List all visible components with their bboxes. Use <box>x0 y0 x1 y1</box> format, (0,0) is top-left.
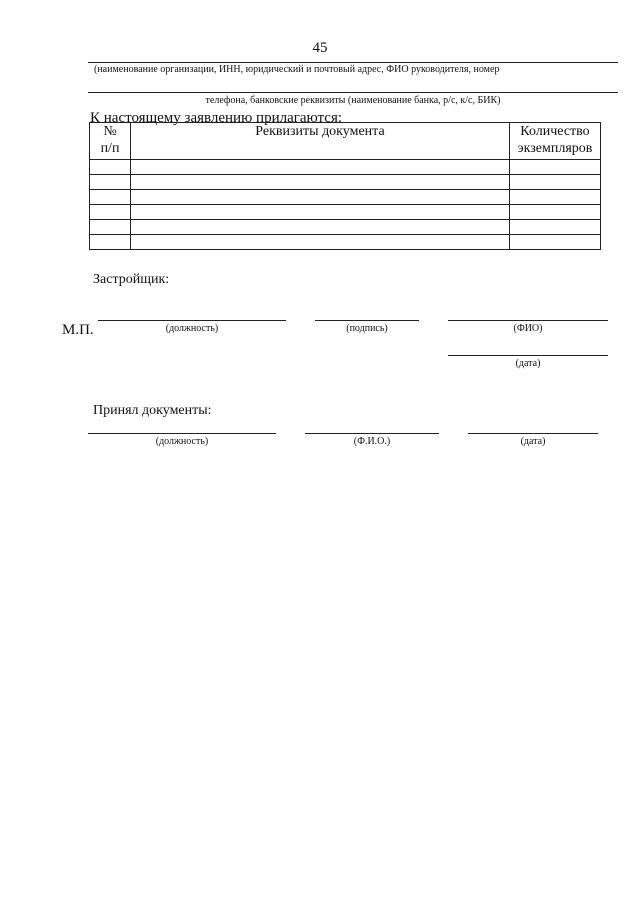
cell-number[interactable] <box>90 220 131 235</box>
page-number: 45 <box>312 40 328 56</box>
column-details <box>131 123 510 160</box>
receiver-date-line <box>468 433 598 434</box>
column-number-line1: № <box>103 124 117 139</box>
cell-number[interactable] <box>90 175 131 190</box>
cell-quantity[interactable] <box>510 160 601 175</box>
cell-details[interactable] <box>131 160 510 175</box>
cell-quantity[interactable] <box>510 175 601 190</box>
organization-line-2 <box>88 92 618 93</box>
receiver-name-line <box>305 433 439 434</box>
column-number-line2: п/п <box>100 141 120 156</box>
table-row <box>90 190 601 205</box>
developer-label: Застройщик: <box>93 272 170 287</box>
developer-signature-caption: (подпись) <box>346 323 388 334</box>
developer-name-caption: (ФИО) <box>513 323 543 334</box>
cell-quantity[interactable] <box>510 235 601 250</box>
organization-caption-line2: телефона, банковские реквизиты (наименование банка, р/с, к/с, БИК) <box>205 95 501 106</box>
cell-quantity[interactable] <box>510 205 601 220</box>
table-row <box>90 220 601 235</box>
table-body <box>90 160 601 250</box>
cell-number[interactable] <box>90 190 131 205</box>
table-row <box>90 205 601 220</box>
attachments-intro: К настоящему заявлению прилагаются: <box>90 110 343 126</box>
cell-number[interactable] <box>90 205 131 220</box>
receiver-date-caption: (дата) <box>520 436 546 447</box>
cell-details[interactable] <box>131 235 510 250</box>
table-row <box>90 160 601 175</box>
developer-name-line <box>448 320 608 321</box>
column-quantity <box>510 123 601 160</box>
organization-caption-line1: (наименование организации, ИНН, юридический и почтовый адрес, ФИО руководителя, номер <box>94 64 500 75</box>
cell-quantity[interactable] <box>510 220 601 235</box>
column-quantity-line2: экземпляров <box>517 141 593 156</box>
cell-number[interactable] <box>90 160 131 175</box>
receiver-name-caption: (Ф.И.О.) <box>353 436 391 447</box>
cell-quantity[interactable] <box>510 190 601 205</box>
cell-details[interactable] <box>131 175 510 190</box>
attachments-table <box>89 122 601 250</box>
table-row <box>90 235 601 250</box>
table-header-row <box>90 123 601 160</box>
cell-details[interactable] <box>131 220 510 235</box>
column-details-label: Реквизиты документа <box>255 124 385 139</box>
column-quantity-line1: Количество <box>520 124 590 139</box>
developer-date-caption: (дата) <box>515 358 541 369</box>
developer-position-caption: (должность) <box>165 323 219 334</box>
receiver-position-line <box>88 433 276 434</box>
developer-signature-line <box>315 320 419 321</box>
seal-mark: М.П. <box>62 322 94 338</box>
receiver-position-caption: (должность) <box>155 436 209 447</box>
cell-details[interactable] <box>131 190 510 205</box>
cell-number[interactable] <box>90 235 131 250</box>
table-row <box>90 175 601 190</box>
developer-date-line <box>448 355 608 356</box>
receiver-label: Принял документы: <box>93 403 212 418</box>
organization-line-1 <box>88 62 618 63</box>
column-number <box>90 123 131 160</box>
cell-details[interactable] <box>131 205 510 220</box>
developer-position-line <box>98 320 286 321</box>
